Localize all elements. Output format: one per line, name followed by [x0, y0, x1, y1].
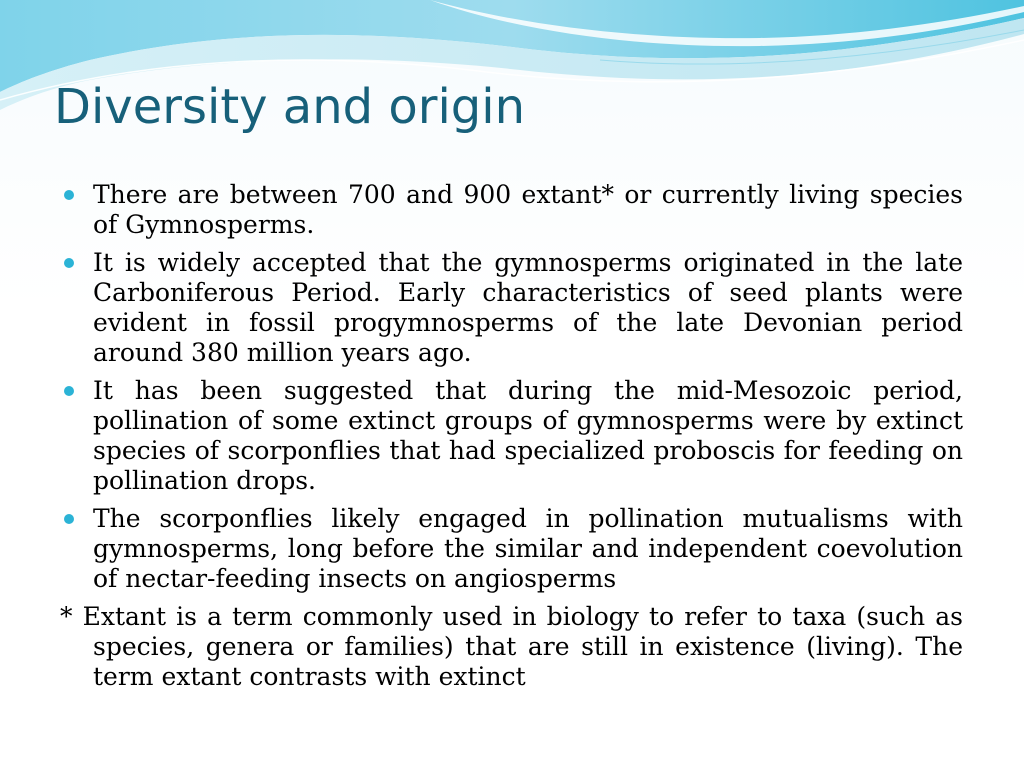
bullet-dot-icon: [64, 386, 74, 396]
bullet-text: There are between 700 and 900 extant* or currently living species of Gymnosperms.: [93, 180, 963, 239]
bullet-item: [60, 504, 963, 594]
bullet-dot-icon: [64, 258, 74, 268]
bullet-dot-icon: [64, 514, 74, 524]
slide-body: [60, 180, 963, 692]
bullet-list: [60, 180, 963, 594]
footnote: * Extant is a term commonly used in biology to refer to taxa (such as species, genera or families) that are still in existence (living). The term extant contrasts with extinct: [60, 602, 963, 691]
bullet-text: It is widely accepted that the gymnosperms originated in the late Carboniferous Period. Early characteristics of seed plants were evident in fossil progymnosperms of the late Devonian period around 380 million years ago.: [93, 248, 963, 367]
bullet-item: [60, 376, 963, 496]
bullet-item: [60, 248, 963, 368]
bullet-text: The scorponflies likely engaged in pollination mutualisms with gymnosperms, long before the similar and independent coevolution of nectar-feeding insects on angiosperms: [93, 504, 963, 593]
bullet-text: It has been suggested that during the mid-Mesozoic period, pollination of some extinct groups of gymnosperms were by extinct species of scorponflies that had specialized proboscis for feeding on pollination drops.: [93, 376, 963, 495]
slide-title: Diversity and origin: [54, 79, 526, 135]
bullet-dot-icon: [64, 190, 74, 200]
bullet-item: [60, 180, 963, 240]
